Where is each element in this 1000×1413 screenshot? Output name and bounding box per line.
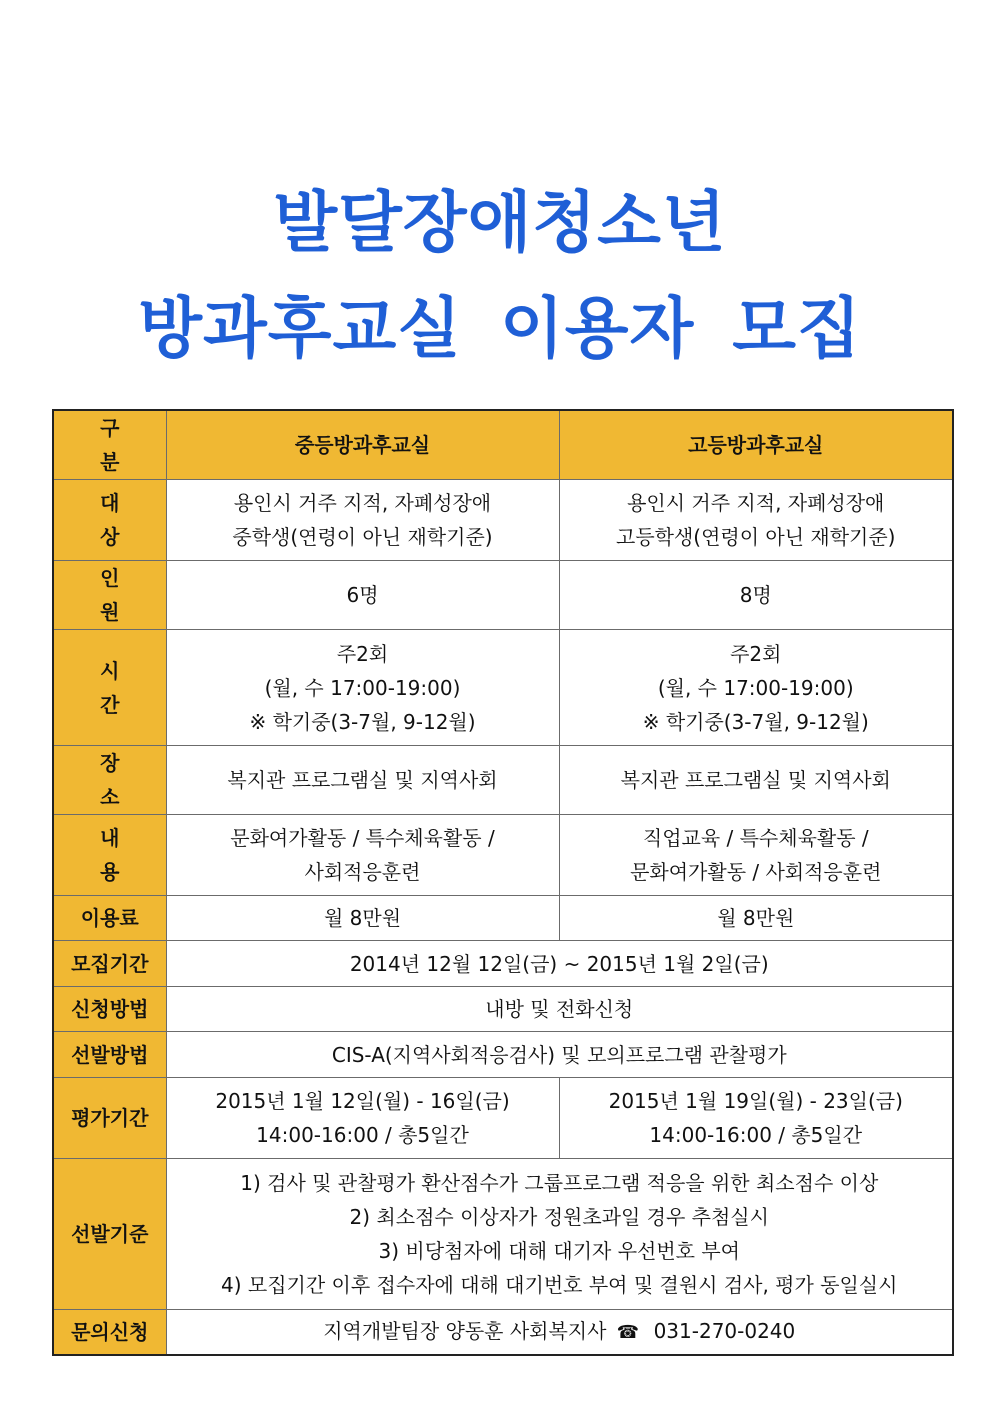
inquiry-contact: 지역개발팀장 양동훈 사회복지사 [323,1318,607,1343]
capacity-row [53,561,953,630]
capacity-middle: 6명 [166,561,559,630]
page-title-line1: 발달장애청소년 [273,184,727,261]
target-row [53,480,953,561]
evaluation-high [559,1078,953,1159]
header-col-high-school: 고등방과후교실 [559,410,953,480]
target-middle-line2: 중학생(연령이 아닌 재학기준) [232,525,493,549]
selection-method-row [53,1032,953,1078]
place-middle: 복지관 프로그램실 및 지역사회 [166,746,559,815]
evaluation-middle [166,1078,559,1159]
fee-high: 월 8만원 [559,896,953,941]
capacity-high: 8명 [559,561,953,630]
recruit-period-value: 2014년 12월 12일(금) ~ 2015년 1월 2일(금) [166,941,953,987]
target-high-line1: 용인시 거주 지적, 자폐성장애 [627,491,885,515]
time-middle-line1: 주2회 [336,641,389,666]
recruit-period-row [53,941,953,987]
place-row [53,746,953,815]
place-high: 복지관 프로그램실 및 지역사회 [559,746,953,815]
capacity-label: 인 원 [53,561,166,630]
apply-method-row [53,987,953,1032]
header-label: 구 분 [53,410,166,480]
evaluation-period-row [53,1078,953,1159]
inquiry-row [53,1310,953,1355]
page-title-line2: 방과후교실 이용자 모집 [138,290,862,367]
time-high-line3: ※ 학기중(3-7월, 9-12월) [642,709,869,734]
content-high-line2: 문화여가활동 / 사회적응훈련 [630,860,882,884]
target-high [559,480,953,561]
fee-middle: 월 8만원 [166,896,559,941]
evaluation-middle-line1: 2015년 1월 12일(월) - 16일(금) [215,1089,510,1113]
inquiry-value [166,1310,953,1355]
selection-method-value: CIS-A(지역사회적응검사) 및 모의프로그램 관찰평가 [166,1032,953,1078]
content-high-line1: 직업교육 / 특수체육활동 / [642,826,869,850]
content-high [559,815,953,896]
time-high-line2: (월, 수 17:00-19:00) [657,675,854,700]
target-label: 대 상 [53,480,166,561]
target-high-line2: 고등학생(연령이 아닌 재학기준) [616,525,896,549]
phone-icon: ☎ [616,1321,640,1343]
place-label: 장 소 [53,746,166,815]
evaluation-high-line2: 14:00-16:00 / 총5일간 [649,1123,863,1147]
selection-method-label: 선발방법 [53,1032,166,1078]
criteria-item: 3) 비당첨자에 대해 대기자 우선번호 부여 [378,1239,740,1263]
selection-criteria-row [53,1159,953,1310]
target-middle [166,480,559,561]
target-middle-line1: 용인시 거주 지적, 자폐성장애 [233,491,492,515]
criteria-item: 2) 최소점수 이상자가 정원초과일 경우 추첨실시 [349,1205,769,1229]
time-high-line1: 주2회 [730,641,782,666]
content-middle-line2: 사회적응훈련 [304,860,421,884]
time-row [53,630,953,746]
header-row [53,410,953,480]
time-middle-line3: ※ 학기중(3-7월, 9-12월) [249,709,476,734]
recruitment-table [52,409,954,1356]
inquiry-label: 문의신청 [53,1310,166,1355]
header-col-middle-school: 중등방과후교실 [166,410,559,480]
evaluation-period-label: 평가기간 [53,1078,166,1159]
selection-criteria-list [166,1159,953,1310]
evaluation-high-line1: 2015년 1월 19일(월) - 23일(금) [608,1089,903,1113]
fee-row [53,896,953,941]
content-middle-line1: 문화여가활동 / 특수체육활동 / [230,826,495,850]
time-high [559,630,953,746]
content-row [53,815,953,896]
inquiry-phone: 031-270-0240 [653,1318,796,1343]
time-label: 시 간 [53,630,166,746]
apply-method-value: 내방 및 전화신청 [166,987,953,1032]
fee-label: 이용료 [53,896,166,941]
time-middle [166,630,559,746]
criteria-item: 4) 모집기간 이후 접수자에 대해 대기번호 부여 및 결원시 검사, 평가 동일실시 [221,1273,898,1297]
content-label: 내 용 [53,815,166,896]
criteria-item: 1) 검사 및 관찰평가 환산점수가 그룹프로그램 적응을 위한 최소점수 이상 [240,1171,879,1195]
recruit-period-label: 모집기간 [53,941,166,987]
selection-criteria-label: 선발기준 [53,1159,166,1310]
evaluation-middle-line2: 14:00-16:00 / 총5일간 [256,1123,469,1147]
content-middle [166,815,559,896]
apply-method-label: 신청방법 [53,987,166,1032]
time-middle-line2: (월, 수 17:00-19:00) [264,675,461,700]
